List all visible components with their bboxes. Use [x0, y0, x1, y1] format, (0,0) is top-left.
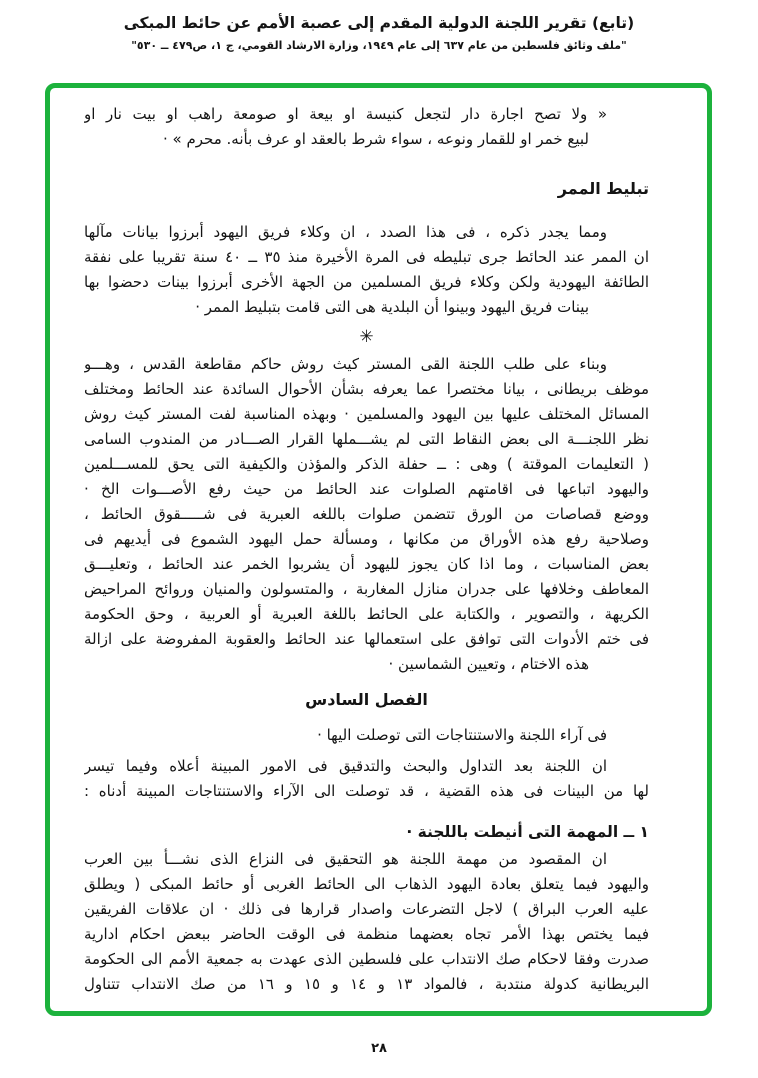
paragraph-line: واليهود فيما يتعلق بعادة اليهود الذهاب الى الحائط الغربى أو حائط المبكى ( ويطلق [84, 875, 649, 893]
page-header-source: "ملف وثائق فلسطين من عام ٦٣٧ إلى عام ١٩٤٩، وزارة الارشاد القومي، ج ١، ص٤٧٩ ــ ٥٣٠" [131, 39, 627, 52]
paragraph-line: لها من البينات فى هذه القضية ، قد توصلت الى الآراء والاستنتاجات المبينة أدناه : [84, 782, 649, 800]
paragraph-line: وصلاحية رفع هذه الأوراق من مكانها ، ومسألة حمل اليهود الشموع فى أيديهم فى [84, 530, 649, 548]
paragraph-line: الكريهة ، والتصوير ، والكتابة على الحائط باللغة العبرية أو العربية ، وحق الحكومة [84, 605, 649, 623]
chapter-six-heading: الفصل السادس [305, 690, 428, 709]
paragraph-line: المسائل المختلف عليها بين اليهود والمسلمين · وبهذه المناسبة لفت المستر كيث روش [84, 405, 649, 423]
paragraph-paving [84, 220, 649, 320]
section-heading-paving: تبليط الممر [557, 179, 649, 198]
paragraph-line: المعاطف وخلافها على جدران منازل المغاربة ، والمتسولون والمنيان وروائح المراحيض [84, 580, 649, 598]
paragraph-line: ( التعليمات الموقتة ) وهى : ــ حفلة الذكر والمؤذن والكيفية التى يحق للمســـلمين [84, 455, 649, 473]
paragraph-chapter-intro [84, 754, 649, 804]
green-annotation-frame [45, 83, 712, 1016]
paragraph-line: عليه العرب البراق ) لاجل التضرعات واصدار قرارها فى ذلك · ان علاقات الفريقين [84, 900, 649, 918]
quote-line: « ولا تصح اجارة دار لتجعل كنيسة او بيعة او صومعة راهب او بيت نار او [84, 105, 607, 123]
asterisk-divider-icon: ✳ [359, 327, 374, 347]
paragraph-line: فيما يختص بهذا الأمر تجاه بعضهما منظمة فى الوقت الحاضر ببعض احكام ادارية [84, 925, 649, 943]
page-footer [0, 1041, 758, 1056]
paragraph-line: ان الممر عند الحائط جرى تبليطه فى المرة الأخيرة منذ ٣٥ ــ ٤٠ سنة تقريبا على نفقة [84, 248, 649, 266]
paragraph-line: فى ختم الأدوات التى توافق على استعمالها عند الحائط والعقوبة المفروضة على ازالة [84, 630, 649, 648]
quote-line: لبيع خمر او للقمار ونوعه ، سواء شرط بالعقد او عرف بأنه. محرم » · [162, 130, 589, 148]
item-one-heading: ١ ــ المهمة التى أنيطت باللجنة · [406, 823, 649, 841]
page-header [0, 14, 758, 52]
paragraph-line: صدرت وفقا لاحكام صك الانتداب على فلسطين الذى عهدت به جمعية الأمم الى الحكومة [84, 950, 649, 968]
paragraph-line: هذه الاختام ، وتعيين الشماسين · [388, 655, 589, 673]
page-number: ٢٨ [371, 1041, 387, 1056]
paragraph-line: ان اللجنة بعد التداول والبحث والتدقيق فى الامور المبينة أعلاه وفيما تيسر [84, 757, 607, 775]
quote-block [84, 102, 649, 152]
paragraph-line: البريطانية كدولة منتدبة ، فالمواد ١٣ و ١٤ و ١٥ و ١٦ من صك الانتداب تتناول [84, 975, 649, 993]
paragraph-line: الطائفة اليهودية ولكن وكلاء فريق المسلمين من الجهة الأخرى أبرزوا بينات دحضوا بها [84, 273, 649, 291]
page-header-title: (تابع) تقرير اللجنة الدولية المقدم إلى عصبة الأمم عن حائط المبكى [123, 14, 635, 32]
paragraph-line: ووضع قصاصات من الورق تتضمن صلوات باللغه العبرية فى شـــــقوق الحائط ، [84, 505, 649, 523]
paragraph-line: موظف بريطانى ، بيانا مختصرا عما يعرفه بشأن الأحوال السائدة عند الحائط ومختلف [84, 380, 649, 398]
paragraph-line: وبناء على طلب اللجنة القى المستر كيث روش حاكم مقاطعة القدس ، وهـــو [84, 355, 607, 373]
paragraph-keith-roach [84, 352, 649, 677]
paragraph-line: نظر اللجنـــة الى بعض النقاط التى لم يشـــملها القرار الصـــادر من المندوب السامى [84, 430, 649, 448]
paragraph-commission-task [84, 847, 649, 997]
paragraph-line: بعض المناسبات ، وما اذا كان يجوز لليهود أن يشربوا الخمر عند الحائط ، وتعليـــق [84, 555, 649, 573]
paragraph-line: ومما يجدر ذكره ، فى هذا الصدد ، ان وكلاء فريق اليهود أبرزوا بيانات مآلها [84, 223, 607, 241]
paragraph-line: ان المقصود من مهمة اللجنة هو التحقيق فى النزاع الذى نشـــأ بين العرب [84, 850, 607, 868]
paragraph-line: بينات فريق اليهود وبينوا أن البلدية هى التى قامت بتبليط الممر · [195, 298, 589, 316]
chapter-subtitle: فى آراء اللجنة والاستنتاجات التى توصلت اليها · [317, 726, 607, 744]
paragraph-line: واليهود اتباعها فى اقامتهم الصلوات عند الحائط من حيث رفع الأصـــوات الخ · [84, 480, 649, 498]
